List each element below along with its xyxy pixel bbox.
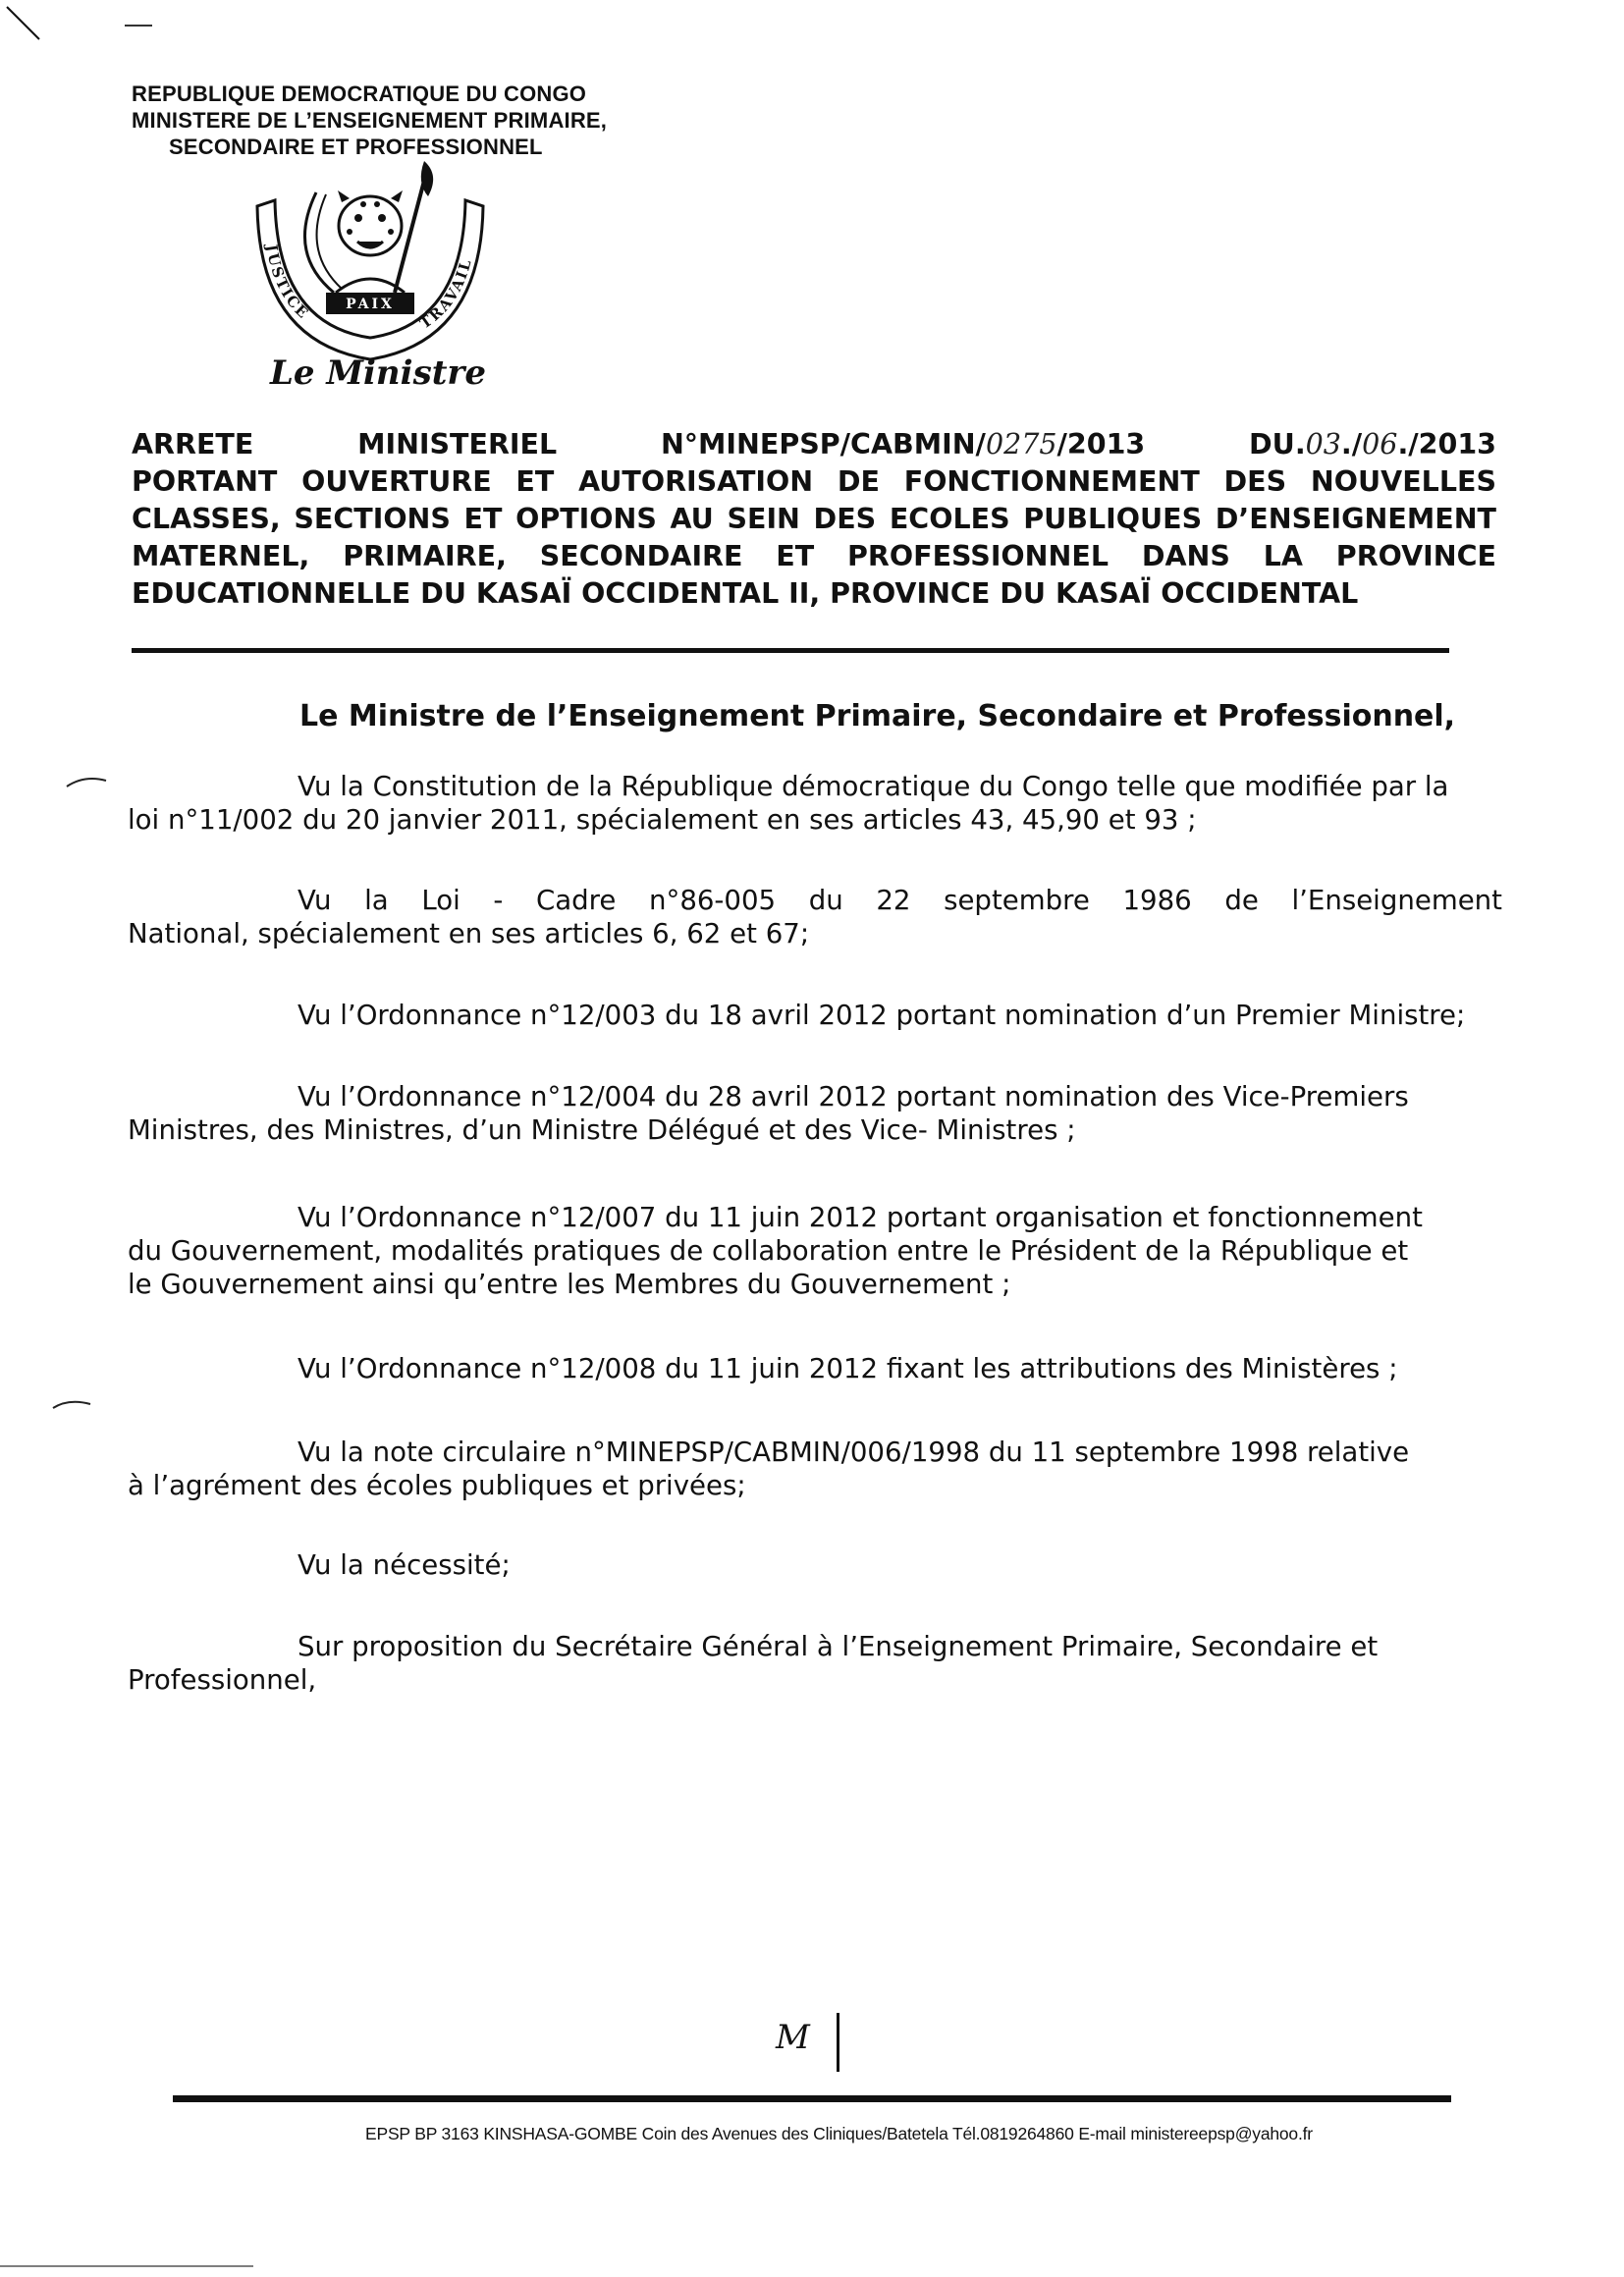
decree-date-day-handwritten: 03 xyxy=(1305,428,1341,461)
emblem-motto-left: JUSTICE xyxy=(262,243,313,323)
scan-mark-top xyxy=(123,12,162,31)
scan-mark-margin-2 xyxy=(51,1394,96,1416)
decree-reference-line xyxy=(132,426,1496,463)
scan-mark-bottom xyxy=(0,2258,255,2272)
title-line-3: CLASSES, SECTIONS ET OPTIONS AU SEIN DES ECOLES PUBLIQUES D’ENSEIGNEMENT xyxy=(132,503,1496,535)
title-divider xyxy=(132,648,1449,653)
page-initials: M xyxy=(776,2018,810,2057)
letterhead xyxy=(132,81,721,160)
considerant-ordonnance-12-003: Vu l’Ordonnance n°12/003 du 18 avril 2012 portant nomination d’un Premier Ministre; xyxy=(298,999,1466,1031)
considerant-ordonnance-12-004: Vu l’Ordonnance n°12/004 du 28 avril 2012 portant nomination des Vice-Premiers Ministres, des Ministres, d’un Ministre Délégué et des Vice- Ministres ; xyxy=(128,1080,1409,1146)
title-line-2: PORTANT OUVERTURE ET AUTORISATION DE FONCTIONNEMENT DES NOUVELLES xyxy=(132,465,1496,498)
title-line-4: MATERNEL, PRIMAIRE, SECONDAIRE ET PROFESSIONNEL DANS LA PROVINCE xyxy=(132,540,1496,572)
header-country: REPUBLIQUE DEMOCRATIQUE DU CONGO xyxy=(132,81,587,106)
minister-heading: Le Ministre de l’Enseignement Primaire, Secondaire et Professionnel, xyxy=(299,699,1456,733)
decree-date-month-handwritten: 06 xyxy=(1362,428,1398,461)
considerant-ordonnance-12-007: Vu l’Ordonnance n°12/007 du 11 juin 2012 portant organisation et fonctionnement du Gouvernement, modalités pratiques de collaboration entre le Président de la République et le Gouvernement ainsi qu’entre les Membres du Gouvernement ; xyxy=(128,1201,1423,1300)
footer-address: EPSP BP 3163 KINSHASA-GOMBE Coin des Avenues des Cliniques/Batetela Tél.0819264860 E-mail ministereepsp@yahoo.fr xyxy=(365,2124,1313,2143)
considerant-proposition: Sur proposition du Secrétaire Général à l’Enseignement Primaire, Secondaire et Professionnel, xyxy=(128,1630,1379,1696)
decree-number-handwritten: 0275 xyxy=(985,428,1057,461)
title-line-5: EDUCATIONNELLE DU KASAÏ OCCIDENTAL II, PROVINCE DU KASAÏ OCCIDENTAL xyxy=(132,577,1359,610)
page-initials-stroke xyxy=(837,2013,839,2072)
considerant-note-circulaire: Vu la note circulaire n°MINEPSP/CABMIN/006/1998 du 11 septembre 1998 relative à l’agrément des écoles publiques et privées; xyxy=(128,1436,1410,1501)
considerant-ordonnance-12-008: Vu l’Ordonnance n°12/008 du 11 juin 2012 fixant les attributions des Ministères ; xyxy=(298,1352,1398,1384)
scan-mark-top-left xyxy=(4,4,43,43)
emblem-motto-center: PAIX xyxy=(346,297,395,312)
header-ministry-line1: MINISTERE DE L’ENSEIGNEMENT PRIMAIRE, xyxy=(132,108,608,133)
minister-signature-title: Le Ministre xyxy=(270,353,486,393)
considerant-constitution: Vu la Constitution de la République démocratique du Congo telle que modifiée par la loi n°11/002 du 20 janvier 2011, spécialement en ses articles 43, 45,90 et 93 ; xyxy=(128,770,1449,836)
decree-title xyxy=(132,426,1496,613)
considerant-necessite: Vu la nécessité; xyxy=(298,1548,511,1581)
footer-divider xyxy=(173,2095,1451,2102)
decree-number: N°MINEPSP/CABMIN/0275/2013 xyxy=(660,428,1146,461)
scan-mark-margin-1 xyxy=(65,771,110,792)
decree-date: DU.03./06./2013 xyxy=(1249,428,1496,461)
title-word-arrete: ARRETE xyxy=(132,428,254,461)
title-word-ministeriel: MINISTERIEL xyxy=(357,428,558,461)
considerant-loi-cadre: Vu la Loi - Cadre n°86-005 du 22 septembre 1986 de l’Enseignement National, spécialement en ses articles 6, 62 et 67; xyxy=(128,884,1502,949)
coat-of-arms-emblem xyxy=(247,155,493,371)
header-ministry-line2: SECONDAIRE ET PROFESSIONNEL xyxy=(169,135,543,159)
emblem-motto-right: TRAVAIL xyxy=(416,255,475,333)
